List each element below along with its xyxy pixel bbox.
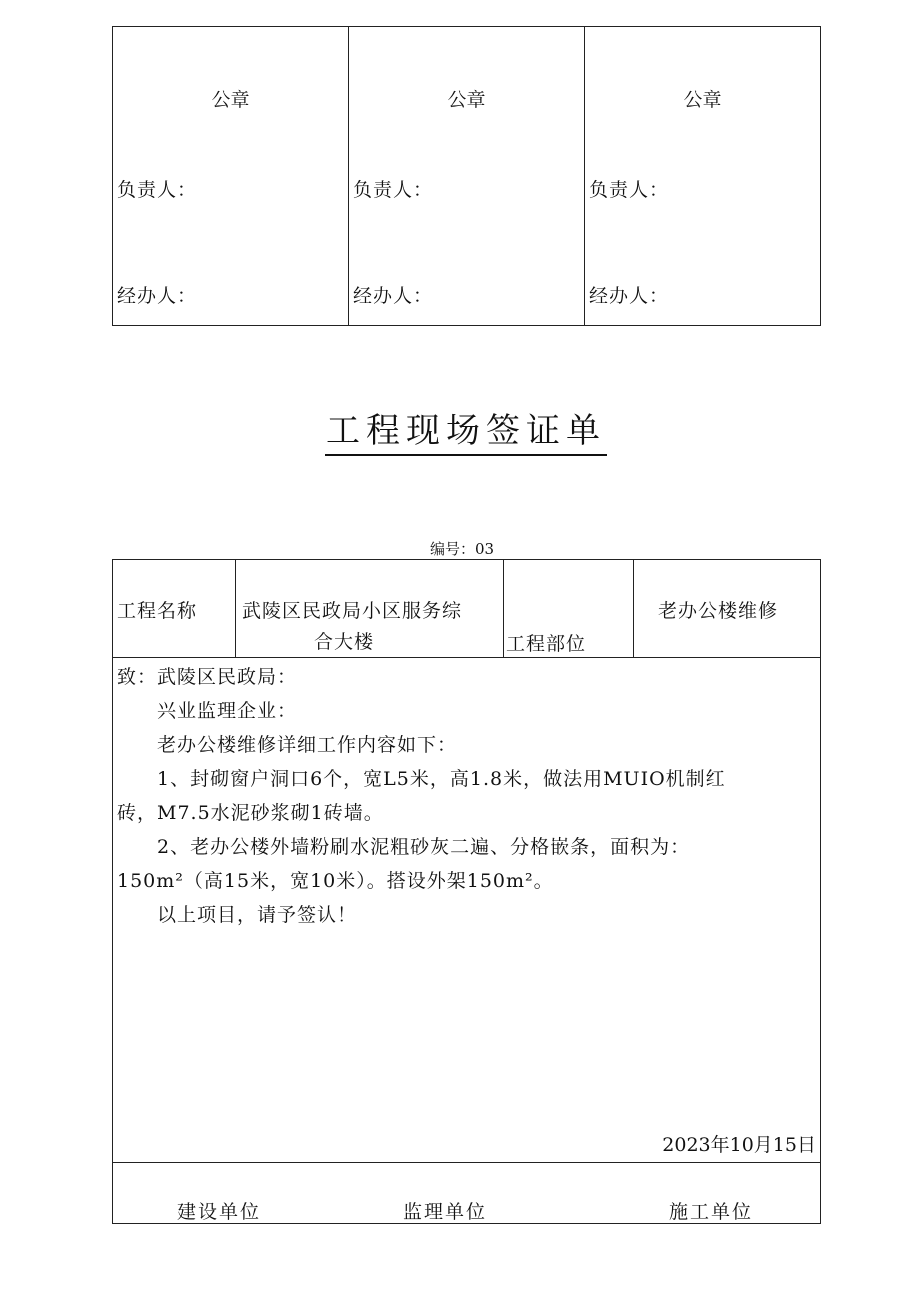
header-row bbox=[113, 560, 820, 658]
project-location-value-cell bbox=[634, 560, 820, 657]
seal-label: 公章 bbox=[447, 89, 486, 111]
body-content bbox=[117, 660, 817, 932]
project-name-line2: 合大楼 bbox=[314, 631, 375, 653]
signature-table bbox=[112, 26, 821, 326]
item-2-line-1: 2、老办公楼外墙粉刷水泥粗砂灰二遍、分格嵌条，面积为： bbox=[117, 836, 691, 858]
signature-column-1 bbox=[113, 27, 349, 325]
document-date: 2023年10月15日 bbox=[662, 1134, 816, 1156]
seal-label: 公章 bbox=[211, 89, 250, 111]
responsible-label: 负责人： bbox=[117, 179, 198, 201]
addressee-line-2: 兴业监理企业： bbox=[117, 700, 298, 722]
project-name-label: 工程名称 bbox=[117, 600, 198, 622]
project-name-label-cell bbox=[113, 560, 236, 657]
addressee-line: 致：武陵区民政局： bbox=[117, 666, 298, 688]
item-1-line-1: 1、封砌窗户洞口6个，宽L5米，高1.8米，做法用MUIO机制红 bbox=[117, 768, 726, 790]
item-1-line-2: 砖，M7.5水泥砂浆砌1砖墙。 bbox=[117, 802, 384, 824]
supervision-unit-label: 监理单位 bbox=[403, 1201, 488, 1223]
handler-label: 经办人： bbox=[353, 285, 434, 307]
item-2-line-2: 150m²（高15米，宽10米）。搭设外架150m²。 bbox=[117, 870, 554, 892]
footer-row bbox=[113, 1162, 820, 1224]
seal-label: 公章 bbox=[683, 89, 722, 111]
contractor-unit-label: 施工单位 bbox=[669, 1201, 754, 1223]
signature-column-3 bbox=[585, 27, 820, 325]
closing-line: 以上项目，请予签认！ bbox=[117, 904, 358, 926]
responsible-label: 负责人： bbox=[353, 179, 434, 201]
project-location-label: 工程部位 bbox=[506, 633, 587, 655]
project-location-value: 老办公楼维修 bbox=[658, 600, 779, 622]
handler-label: 经办人： bbox=[589, 285, 670, 307]
visa-form bbox=[112, 559, 821, 1224]
project-location-label-cell bbox=[504, 560, 634, 657]
signature-column-2 bbox=[349, 27, 585, 325]
responsible-label: 负责人： bbox=[589, 179, 670, 201]
project-name-value-cell bbox=[236, 560, 504, 657]
project-name-line1: 武陵区民政局小区服务综 bbox=[242, 600, 463, 622]
document-title: 工程现场签证单 bbox=[325, 408, 607, 456]
handler-label: 经办人： bbox=[117, 285, 198, 307]
construction-unit-label: 建设单位 bbox=[177, 1201, 262, 1223]
serial-number: 编号：03 bbox=[430, 540, 495, 558]
intro-line: 老办公楼维修详细工作内容如下： bbox=[117, 734, 458, 756]
